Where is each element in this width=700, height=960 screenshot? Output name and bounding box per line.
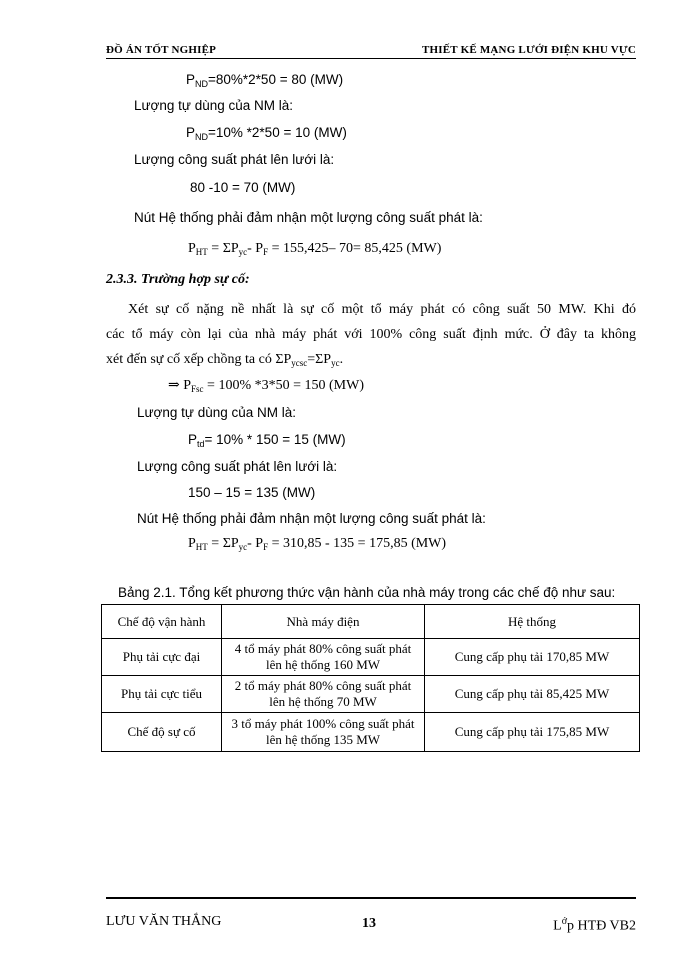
- paragraph-fault: [106, 297, 636, 372]
- cell-mode: Phụ tải cực tiểu: [102, 676, 222, 713]
- header-mode: Chế độ vận hành: [102, 605, 222, 639]
- formula-p-ht-min: $P_{HT} = \Sigma P_{yc}-$ $P_F = 155,425-$ 70= 85,425 (MW): [188, 241, 442, 257]
- cell-plant: 4 tổ máy phát 80% công suất phát lên hệ thống 160 MW: [222, 639, 425, 676]
- para-line-2: các tổ máy còn lại của nhà máy phát với 100% công suất định mức. Ở đây ta không: [106, 327, 636, 342]
- text-self-use-fault: Lượng tự dùng của NM là:: [137, 405, 297, 420]
- table-header-row: [102, 605, 640, 639]
- cell-plant: 2 tổ máy phát 80% công suất phát lên hệ thống 70 MW: [222, 676, 425, 713]
- cell-system: Cung cấp phụ tải 175,85 MW: [425, 713, 640, 752]
- footer-author: LƯU VĂN THẮNG: [106, 914, 222, 929]
- header-plant: Nhà máy điện: [222, 605, 425, 639]
- formula-p-nd-self: $P_{ND}=10\%$ *2*50 = 10 (MW): [186, 125, 347, 142]
- cell-mode: Chế độ sự cố: [102, 713, 222, 752]
- section-title: 2.3.3. Trường hợp sự cố:: [106, 272, 250, 287]
- cell-plant: 3 tổ máy phát 100% công suất phát lên hệ thống 135 MW: [222, 713, 425, 752]
- table-row: [102, 639, 640, 676]
- cell-mode: Phụ tải cực đại: [102, 639, 222, 676]
- table-row: [102, 713, 640, 752]
- para-line-1: Xét sự cố nặng nề nhất là sự cố một tổ máy phát có công suất 50 MW. Khi đó: [128, 302, 636, 317]
- para-line-3: xét đến sự cố xếp chồng ta có $\Sigma P_{ycsc}=\Sigma P_{yc}$.: [106, 352, 344, 368]
- formula-p-td: $P_{td}= 10\% * 150 = 15$ (MW): [188, 432, 346, 449]
- page-number: 13: [362, 916, 376, 931]
- header-system: Hệ thống: [425, 605, 640, 639]
- cell-system: Cung cấp phụ tải 170,85 MW: [425, 639, 640, 676]
- formula-grid-output-fault: 150 – 15 = 135 (MW): [188, 485, 316, 500]
- table-caption: Bảng 2.1. Tổng kết phương thức vận hành của nhà máy trong các chế độ như sau:: [118, 585, 616, 600]
- text-grid-output: Lượng công suất phát lên lưới là:: [134, 152, 335, 167]
- formula-p-nd-max: $P_{ND}=80\%*2*50 = 80$ (MW): [186, 72, 344, 89]
- formula-p-fsc: ⇒ $P_{Fsc} = 100\%$ *3*50 = 150 (MW): [168, 378, 364, 394]
- text-system-node-fault: Nút Hệ thống phải đảm nhận một lượng công suất phát là:: [137, 511, 486, 526]
- text-self-use: Lượng tự dùng của NM là:: [134, 98, 294, 113]
- summary-table: [101, 604, 640, 752]
- formula-p-ht-fault: $P_{HT} = \Sigma P_{yc}-$ $P_F = 310,85 - 135 = 175,85$ (MW): [188, 536, 447, 552]
- header-rule: [106, 58, 636, 59]
- table-row: [102, 676, 640, 713]
- text-system-node: Nút Hệ thống phải đảm nhận một lượng công suất phát là:: [134, 210, 483, 225]
- header-left: ĐỒ ÁN TỐT NGHIỆP: [106, 44, 217, 56]
- footer-class: $L^ớp$ HTĐ VB2: [553, 916, 636, 934]
- cell-system: Cung cấp phụ tải 85,425 MW: [425, 676, 640, 713]
- formula-grid-output: 80 -10 = 70 (MW): [190, 180, 296, 195]
- footer-rule: [106, 897, 636, 899]
- header-right: THIẾT KẾ MẠNG LƯỚI ĐIỆN KHU VỰC: [421, 44, 636, 56]
- text-grid-output-fault: Lượng công suất phát lên lưới là:: [137, 459, 338, 474]
